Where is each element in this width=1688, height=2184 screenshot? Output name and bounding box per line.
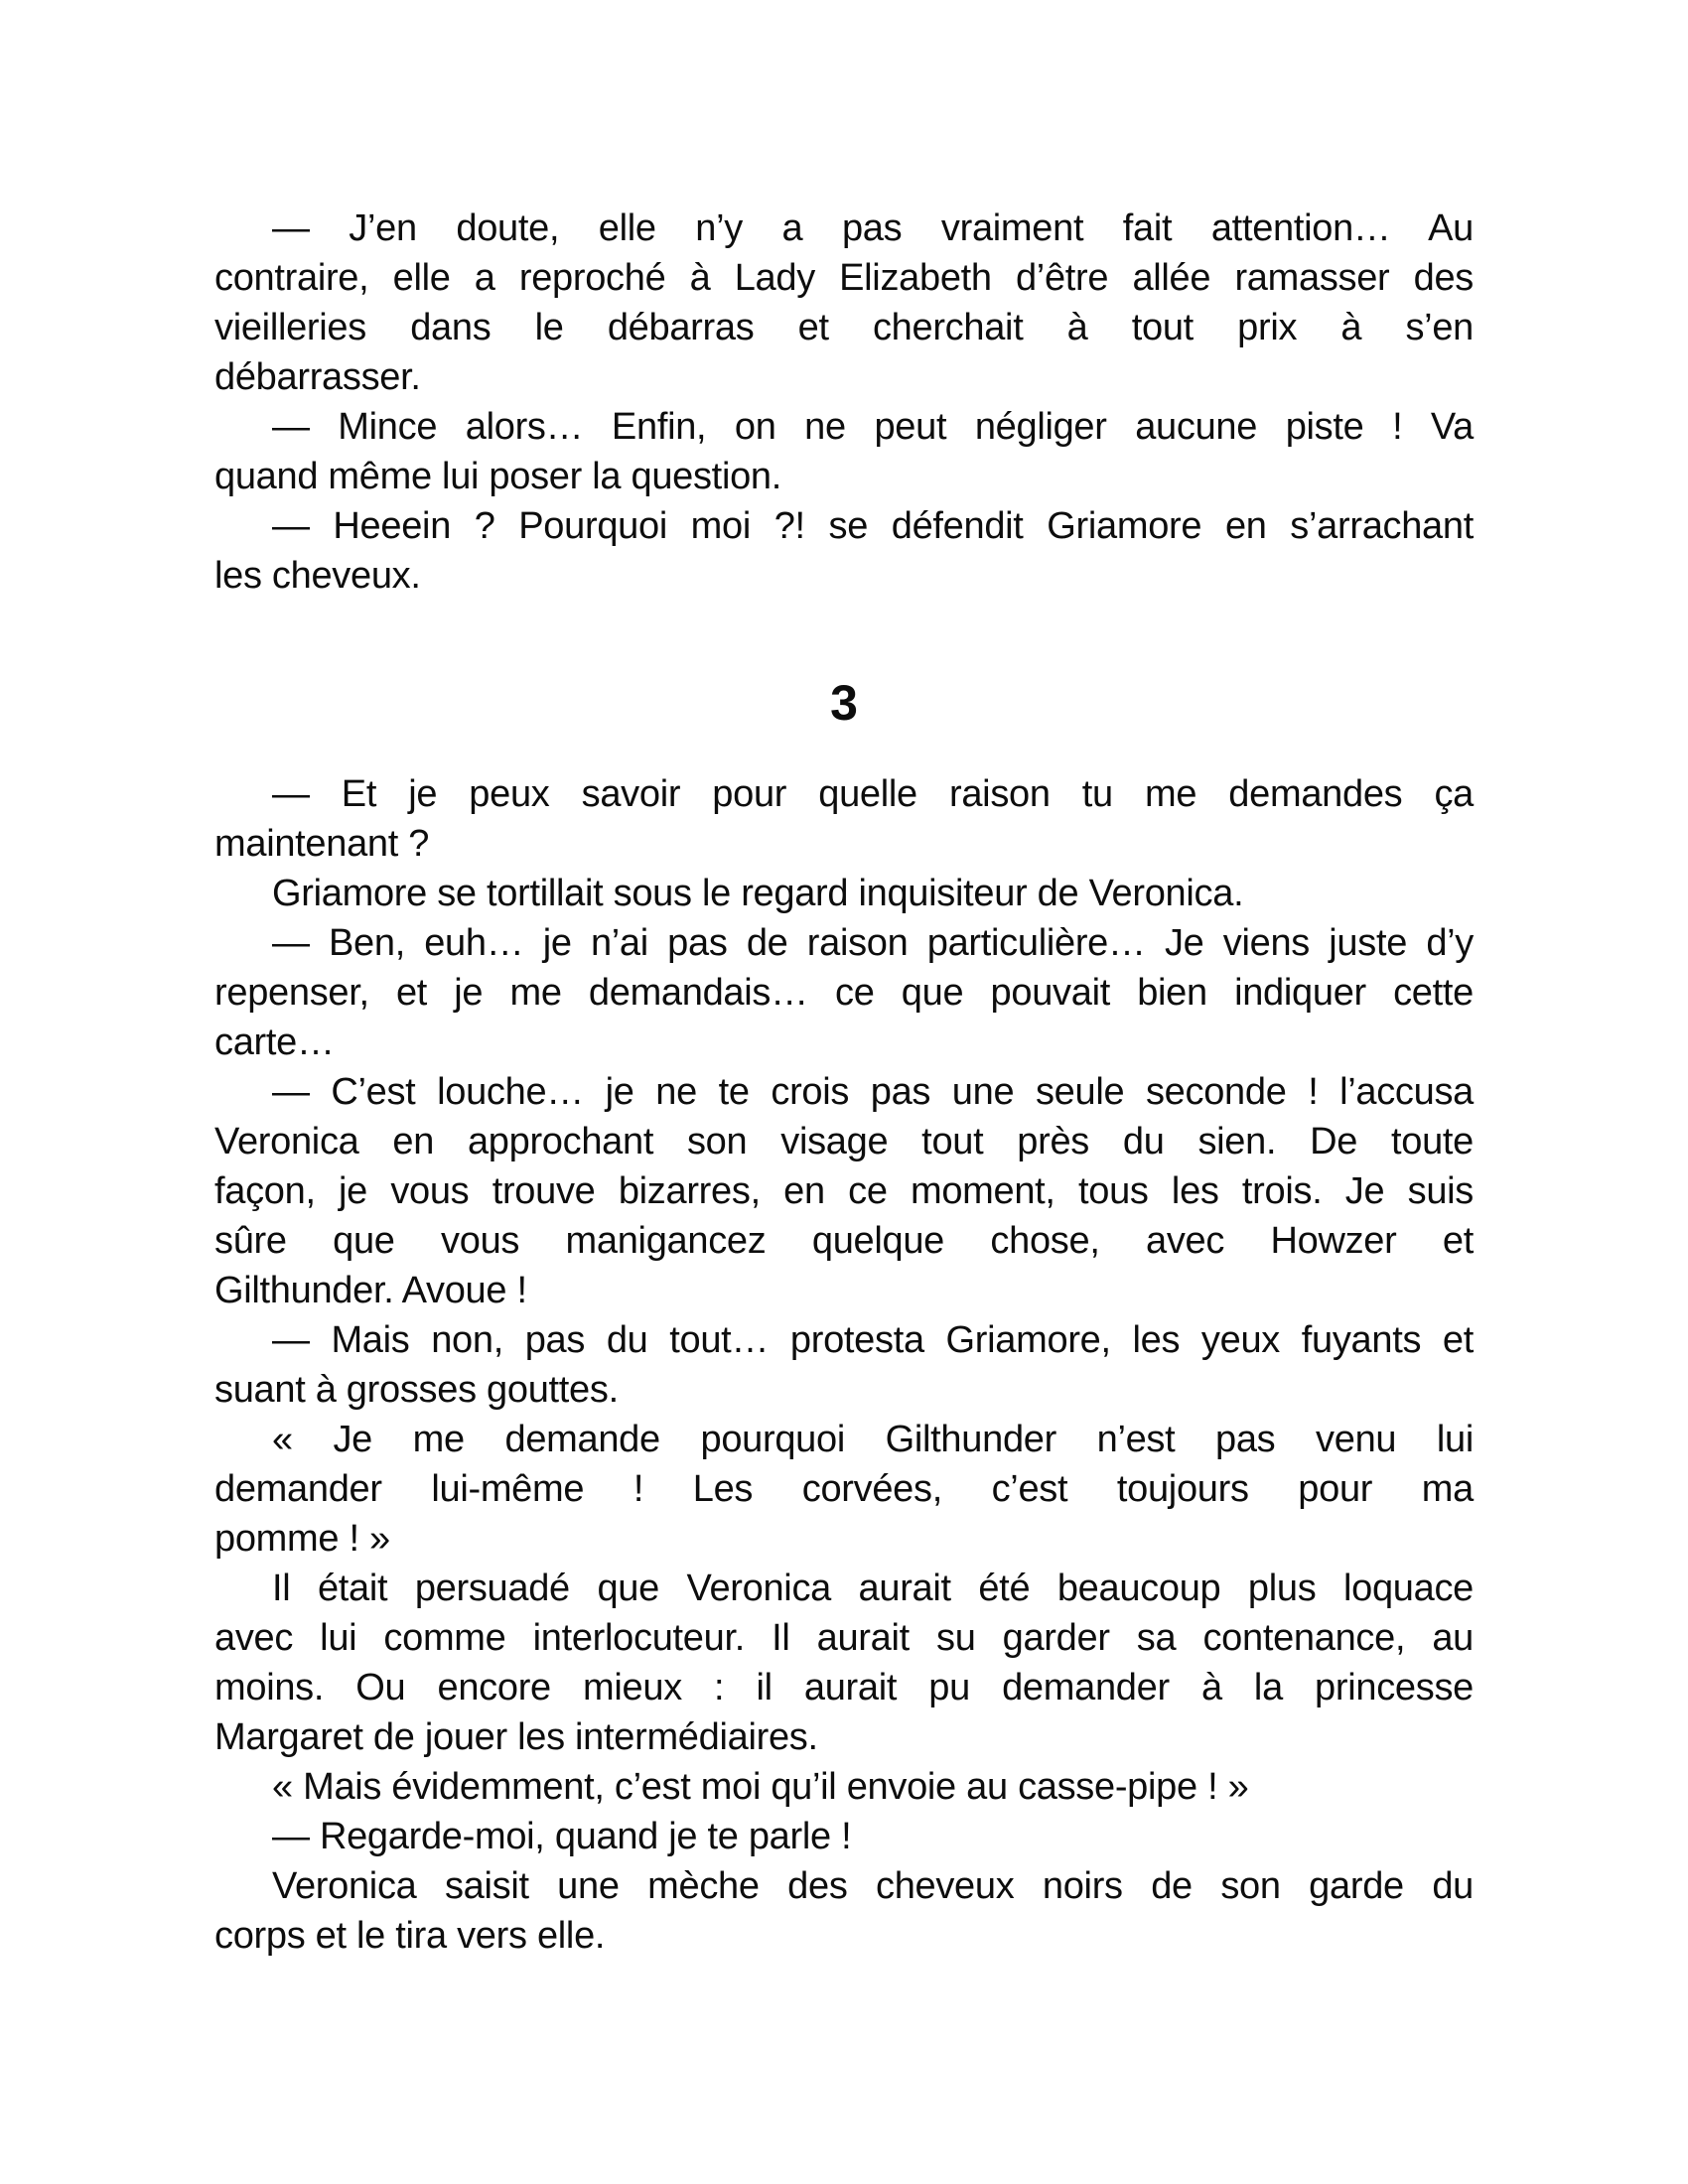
text-line: vieilleries dans le débarras et cherchait à tout prix à s’en [214, 307, 1474, 348]
text-line: — Regarde-moi, quand je te parle ! [272, 1816, 852, 1857]
text-line: — Mince alors… Enfin, on ne peut négliger aucune piste ! Va [272, 406, 1474, 448]
text-line: Griamore se tortillait sous le regard inquisiteur de Veronica. [272, 873, 1244, 914]
text-line: contraire, elle a reproché à Lady Elizabeth d’être allée ramasser des [214, 257, 1474, 299]
paragraph [214, 918, 1474, 1067]
text-line: — Et je peux savoir pour quelle raison tu me demandes ça [272, 773, 1474, 815]
paragraph [214, 1315, 1474, 1415]
text-line: Veronica saisit une mèche des cheveux noirs de son garde du [272, 1865, 1474, 1907]
paragraph [214, 1067, 1474, 1315]
text-block [214, 204, 1474, 1961]
text-line: quand même lui poser la question. [214, 456, 782, 497]
text-line: demander lui-même ! Les corvées, c’est toujours pour ma [214, 1468, 1474, 1510]
text-line: moins. Ou encore mieux : il aurait pu demander à la princesse [214, 1667, 1474, 1708]
text-line: corps et le tira vers elle. [214, 1915, 606, 1957]
paragraph [214, 1861, 1474, 1961]
text-line: carte… [214, 1022, 335, 1063]
text-line: Gilthunder. Avoue ! [214, 1270, 527, 1311]
text-line: « Mais évidemment, c’est moi qu’il envoie au casse-pipe ! » [272, 1766, 1249, 1808]
text-line: Veronica en approchant son visage tout près du sien. De toute [214, 1121, 1474, 1162]
paragraph [214, 1415, 1474, 1564]
paragraph [214, 501, 1474, 601]
paragraph [214, 402, 1474, 501]
paragraph [214, 1812, 1474, 1861]
section-before-heading [214, 204, 1474, 601]
text-line: — Mais non, pas du tout… protesta Griamore, les yeux fuyants et [272, 1319, 1474, 1361]
text-line: suant à grosses gouttes. [214, 1369, 619, 1411]
paragraph [214, 1564, 1474, 1762]
section-after-heading [214, 769, 1474, 1961]
chapter-number: 3 [830, 675, 858, 731]
text-line: Margaret de jouer les intermédiaires. [214, 1716, 818, 1758]
text-line: repenser, et je me demandais… ce que pouvait bien indiquer cette [214, 972, 1474, 1014]
text-line: — Heeein ? Pourquoi moi ?! se défendit Griamore en s’arrachant [272, 505, 1474, 547]
text-line: avec lui comme interlocuteur. Il aurait su garder sa contenance, au [214, 1617, 1474, 1659]
text-line: — Ben, euh… je n’ai pas de raison particulière… Je viens juste d’y [272, 922, 1474, 964]
text-line: sûre que vous manigancez quelque chose, avec Howzer et [214, 1220, 1474, 1262]
text-line: façon, je vous trouve bizarres, en ce moment, tous les trois. Je suis [214, 1170, 1474, 1212]
paragraph [214, 869, 1474, 918]
text-line: pomme ! » [214, 1518, 390, 1560]
text-line: — J’en doute, elle n’y a pas vraiment fait attention… Au [272, 207, 1474, 249]
text-line: « Je me demande pourquoi Gilthunder n’est pas venu lui [272, 1419, 1474, 1460]
text-line: maintenant ? [214, 823, 430, 865]
paragraph [214, 769, 1474, 869]
paragraph [214, 1762, 1474, 1812]
text-line: débarrasser. [214, 356, 421, 398]
paragraph [214, 204, 1474, 402]
text-line: Il était persuadé que Veronica aurait été beaucoup plus loquace [272, 1568, 1474, 1609]
text-line: — C’est louche… je ne te crois pas une seule seconde ! l’accusa [272, 1071, 1474, 1113]
text-line: les cheveux. [214, 555, 421, 597]
